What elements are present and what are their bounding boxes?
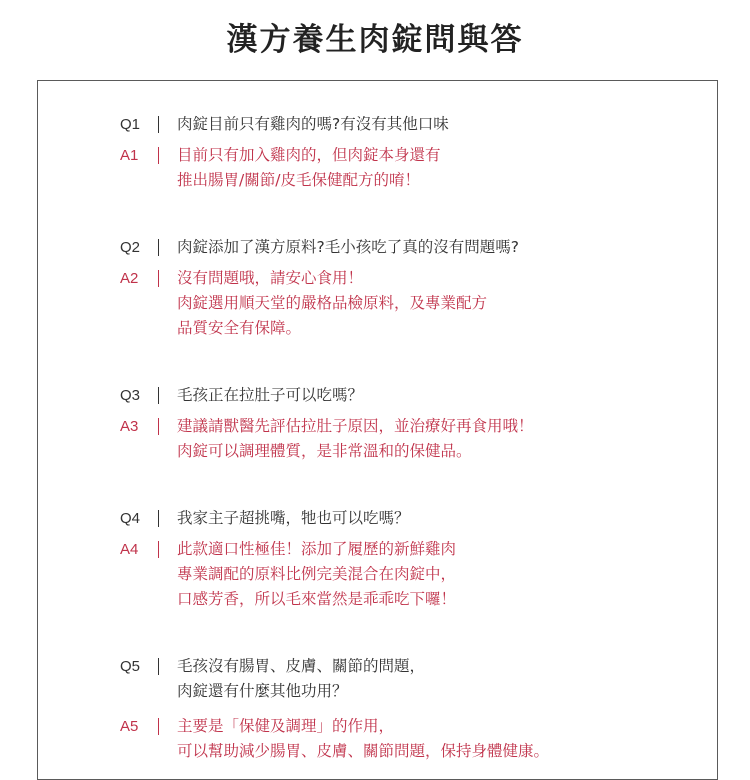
answer-3 — [120, 414, 720, 464]
answer-text: 沒有問題哦，請安心食用！ — [177, 269, 364, 287]
answer-2 — [120, 266, 720, 341]
answer-label: A1 — [120, 147, 139, 164]
answer-1 — [120, 143, 720, 193]
label-divider — [158, 270, 159, 287]
answer-text: 主要是「保健及調理」的作用， — [177, 717, 395, 735]
question-label: Q2 — [120, 239, 141, 256]
question-text: 肉錠還有什麼其他功用？ — [177, 682, 348, 700]
label-divider — [158, 541, 159, 558]
question-text: 毛孩正在拉肚子可以吃嗎？ — [177, 386, 364, 404]
question-3 — [120, 383, 720, 408]
answer-text: 肉錠可以調理體質，是非常溫和的保健品。 — [177, 442, 472, 460]
label-divider — [158, 418, 159, 435]
label-divider — [158, 239, 159, 256]
question-5 — [120, 654, 720, 704]
answer-text: 品質安全有保障。 — [177, 319, 302, 337]
page-title: 漢方養生肉錠問與答 — [226, 22, 524, 58]
answer-label: A3 — [120, 418, 139, 435]
answer-text: 建議請獸醫先評估拉肚子原因，並治療好再食用哦！ — [177, 417, 534, 435]
label-divider — [158, 718, 159, 735]
question-label: Q1 — [120, 116, 141, 133]
label-divider — [158, 510, 159, 527]
answer-text: 推出腸胃/關節/皮毛保健配方的唷！ — [177, 171, 420, 189]
question-text: 肉錠添加了漢方原料?毛小孩吃了真的沒有問題嗎? — [177, 238, 519, 256]
answer-text: 口感芳香，所以毛來當然是乖乖吃下囉！ — [177, 590, 457, 608]
question-label: Q4 — [120, 510, 141, 527]
answer-text: 肉錠選用順天堂的嚴格品檢原料，及專業配方 — [177, 294, 488, 312]
answer-label: A4 — [120, 541, 139, 558]
question-label: Q5 — [120, 658, 141, 675]
question-label: Q3 — [120, 387, 141, 404]
answer-text: 目前只有加入雞肉的，但肉錠本身還有 — [177, 146, 441, 164]
label-divider — [158, 387, 159, 404]
question-1 — [120, 112, 720, 137]
question-4 — [120, 506, 720, 531]
answer-text: 專業調配的原料比例完美混合在肉錠中， — [177, 565, 457, 583]
qa-list — [120, 112, 720, 764]
answer-label: A2 — [120, 270, 139, 287]
answer-5 — [120, 714, 720, 764]
answer-4 — [120, 537, 720, 612]
answer-text: 可以幫助減少腸胃、皮膚、關節問題，保持身體健康。 — [177, 742, 550, 760]
label-divider — [158, 147, 159, 164]
question-text: 毛孩沒有腸胃、皮膚、關節的問題， — [177, 657, 426, 675]
question-2 — [120, 235, 720, 260]
answer-text: 此款適口性極佳！添加了履歷的新鮮雞肉 — [177, 540, 457, 558]
question-text: 我家主子超挑嘴，牠也可以吃嗎？ — [177, 509, 410, 527]
answer-label: A5 — [120, 718, 139, 735]
question-text: 肉錠目前只有雞肉的嗎?有沒有其他口味 — [177, 115, 449, 133]
label-divider — [158, 116, 159, 133]
label-divider — [158, 658, 159, 675]
